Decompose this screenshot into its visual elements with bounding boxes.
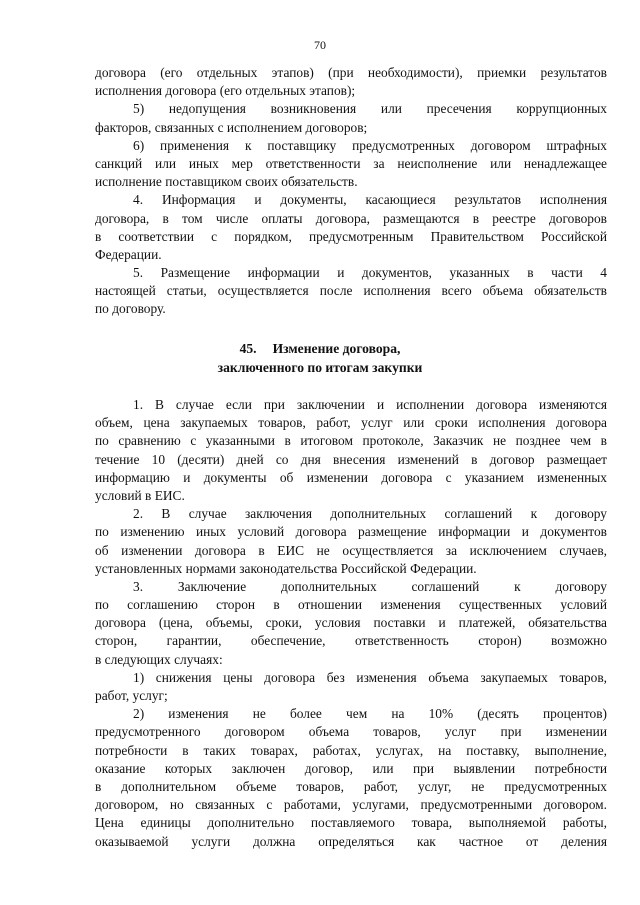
text-line: об изменении договора в ЕИС не осуществляется за исключением случаев, bbox=[95, 542, 607, 558]
section-title-line2: заключенного по итогам закупки bbox=[217, 359, 423, 375]
text-line: 6) применения к поставщику предусмотренных договором штрафных bbox=[133, 137, 607, 153]
text-line: договором, но связанных с работами, услугами, предусмотренными договором. bbox=[95, 797, 607, 813]
text-line: 3. Заключение дополнительных соглашений к договору bbox=[133, 578, 607, 594]
section-heading bbox=[0, 340, 640, 377]
text-line: сторон, гарантии, обеспечение, ответственность сторон) возможно bbox=[95, 633, 607, 649]
text-line: по договору. bbox=[95, 301, 166, 317]
text-line: 2) изменения не более чем на 10% (десять процентов) bbox=[133, 706, 607, 722]
text-line: в соответствии с порядком, предусмотренным Правительством Российской bbox=[95, 228, 607, 244]
text-line: условий в ЕИС. bbox=[95, 487, 185, 503]
section-heading-line1 bbox=[0, 340, 640, 359]
text-line: 4. Информация и документы, касающиеся результатов исполнения bbox=[133, 192, 607, 208]
text-line: настоящей статьи, осуществляется после исполнения всего объема обязательств bbox=[95, 283, 607, 299]
text-block-section-45 bbox=[95, 396, 607, 851]
text-line: 1. В случае если при заключении и исполнении договора изменяются bbox=[133, 397, 607, 412]
section-number: 45. bbox=[239, 341, 257, 356]
text-line: 2. В случае заключения дополнительных соглашений к договору bbox=[133, 506, 607, 522]
text-line: в следующих случаях: bbox=[95, 651, 223, 667]
text-line: 5. Размещение информации и документов, указанных в части 4 bbox=[133, 265, 607, 281]
text-line: по соглашению сторон в отношении изменения существенных условий bbox=[95, 597, 607, 613]
text-line: Федерации. bbox=[95, 246, 162, 262]
text-line: договора, в том числе оплаты договора, размещаются в реестре договоров bbox=[95, 210, 607, 226]
text-block-continuation bbox=[95, 64, 607, 319]
text-line: оказание которых заключен договор, или при выявлении потребности bbox=[95, 760, 607, 776]
text-line: объем, цена закупаемых товаров, работ, услуг или сроки исполнения договора bbox=[95, 415, 607, 431]
page-number: 70 bbox=[314, 38, 326, 52]
text-line: договора (цена, объемы, сроки, условия поставки и платежей, обязательства bbox=[95, 615, 607, 631]
text-line: 5) недопущения возникновения или пресечения коррупционных bbox=[133, 101, 607, 117]
text-line: течение 10 (десяти) дней со дня внесения изменений в договор размещает bbox=[95, 451, 607, 467]
text-line: договора (его отдельных этапов) (при необходимости), приемки результатов bbox=[95, 65, 607, 80]
section-title-line1: Изменение договора, bbox=[272, 341, 401, 356]
text-line: установленных нормами законодательства Российской Федерации. bbox=[95, 560, 477, 576]
text-line: информацию и документы об изменении договора с указанием измененных bbox=[95, 469, 607, 485]
text-line: исполнение поставщиком своих обязательств. bbox=[95, 174, 358, 190]
text-line: 1) снижения цены договора без изменения объема закупаемых товаров, bbox=[133, 669, 607, 685]
text-line: факторов, связанных с исполнением договоров; bbox=[95, 119, 368, 135]
text-line: санкций или иных мер ответственности за неисполнение или ненадлежащее bbox=[95, 155, 607, 171]
text-line: в дополнительном объеме товаров, работ, услуг, не предусмотренных bbox=[95, 778, 607, 794]
text-line: оказываемой услуги должна определяться как частное от деления bbox=[95, 833, 607, 849]
text-line: по изменению иных условий договора размещение информации и документов bbox=[95, 524, 607, 540]
text-line: предусмотренного договором объема товаров, услуг при изменении bbox=[95, 724, 607, 740]
text-line: по сравнению с указанными в итоговом протоколе, Заказчик не позднее чем в bbox=[95, 433, 607, 449]
text-line: Цена единицы дополнительно поставляемого товара, выполняемой работы, bbox=[95, 815, 607, 831]
text-line: исполнения договора (его отдельных этапов); bbox=[95, 83, 356, 99]
text-line: работ, услуг; bbox=[95, 688, 168, 703]
text-line: потребности в таких товарах, работах, услугах, на поставку, выполнение, bbox=[95, 742, 607, 758]
